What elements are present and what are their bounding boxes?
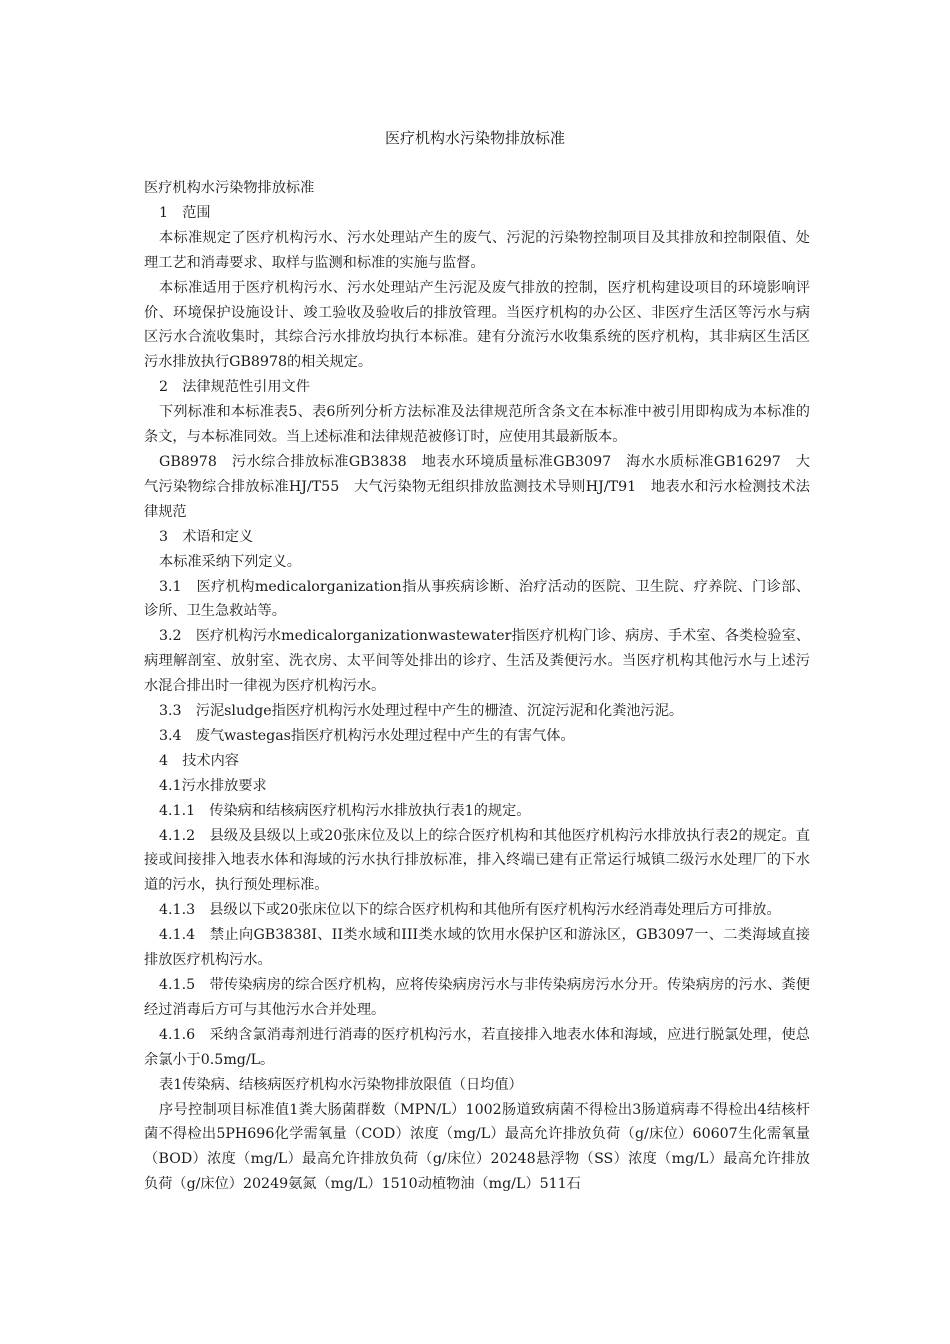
document-body: [144, 176, 810, 1197]
definition-3-3: 3.3 污泥sludge指医疗机构污水处理过程中产生的栅渣、沉淀污泥和化粪池污泥。: [159, 703, 684, 720]
paragraph: 本标准规定了医疗机构污水、污水处理站产生的废气、污泥的污染物控制项目及其排放和控制限值、处理工艺和消毒要求、取样与监测和标准的实施与监督。: [144, 229, 810, 271]
definition-3-1: 3.1 医疗机构medicalorganization指从事疾病诊断、治疗活动的医院、卫生院、疗养院、门诊部、诊所、卫生急救站等。: [144, 578, 810, 620]
clause-4-1-2: 4.1.2 县级及县级以上或20张床位及以上的综合医疗机构和其他医疗机构污水排放执行表2的规定。直接或间接排入地表水体和海域的污水执行排放标准，排入终端已建有正常运行城镇二级污水处理厂的下水道的污水，执行预处理标准。: [144, 827, 810, 894]
subsection-heading-4-1: 4.1污水排放要求: [159, 777, 267, 794]
clause-4-1-6: 4.1.6 采纳含氯消毒剂进行消毒的医疗机构污水，若直接排入地表水体和海域，应进行脱氯处理，使总余氯小于0.5mg/L。: [144, 1026, 810, 1068]
definition-3-4: 3.4 废气wastegas指医疗机构污水处理过程中产生的有害气体。: [159, 727, 575, 744]
table-caption: 表1传染病、结核病医疗机构水污染物排放限值（日均值）: [159, 1076, 523, 1093]
paragraph-heading: 医疗机构水污染物排放标准: [144, 180, 315, 196]
paragraph: 本标准适用于医疗机构污水、污水处理站产生污泥及废气排放的控制，医疗机构建设项目的环境影响评价、环境保护设施设计、竣工验收及验收后的排放管理。当医疗机构的办公区、非医疗生活区等污水与病区污水合流收集时，其综合污水排放均执行本标准。建有分流污水收集系统的医疗机构，其非病区生活区污水排放执行GB8978的相关规定。: [144, 279, 810, 371]
document-title: 医疗机构水污染物排放标准: [384, 129, 565, 147]
section-heading-references: 2 法律规范性引用文件: [159, 379, 310, 396]
definition-3-2: 3.2 医疗机构污水medicalorganizationwastewater指医疗机构门诊、病房、手术室、各类检验室、病理解剖室、放射室、洗衣房、太平间等处排出的诊疗、生活及粪便污水。当医疗机构其他污水与上述污水混合排出时一律视为医疗机构污水。: [144, 628, 810, 695]
table-content-text: 序号控制项目标准值1粪大肠菌群数（MPN/L）1002肠道致病菌不得检出3肠道病毒不得检出4结核杆菌不得检出5PH696化学需氧量（COD）浓度（mg/L）最高允许排放负荷（g/床位）60607生化需氧量（BOD）浓度（mg/L）最高允许排放负荷（g/床位）20248悬浮物（SS）浓度（mg/L）最高允许排放负荷（g/床位）20249氨氮（mg/L）1510动植物油（mg/L）511石: [144, 1101, 810, 1193]
clause-4-1-5: 4.1.5 带传染病房的综合医疗机构，应将传染病房污水与非传染病房污水分开。传染病房的污水、粪便经过消毒后方可与其他污水合并处理。: [144, 977, 810, 1018]
clause-4-1-3: 4.1.3 县级以下或20张床位以下的综合医疗机构和其他所有医疗机构污水经消毒处理后方可排放。: [159, 902, 781, 919]
paragraph-reference-list: GB8978 污水综合排放标准GB3838 地表水环境质量标准GB3097 海水水质标准GB16297 大气污染物综合排放标准HJ/T55 大气污染物无组织排放监测技术导则HJ/T91 地表水和污水检测技术法律规范: [144, 453, 810, 520]
section-heading-technical: 4 技术内容: [159, 752, 239, 769]
paragraph: 本标准采纳下列定义。: [159, 553, 301, 570]
section-heading-terms: 3 术语和定义: [159, 528, 254, 545]
clause-4-1-1: 4.1.1 传染病和结核病医疗机构污水排放执行表1的规定。: [159, 802, 531, 819]
paragraph: 下列标准和本标准表5、表6所列分析方法标准及法律规范所含条文在本标准中被引用即构成为本标准的条文，与本标准同效。当上述标准和法律规范被修订时，应使用其最新版本。: [144, 404, 810, 446]
section-heading-scope: 1 范围: [159, 204, 211, 221]
clause-4-1-4: 4.1.4 禁止向GB3838I、II类水域和III类水域的饮用水保护区和游泳区，GB3097一、二类海域直接排放医疗机构污水。: [144, 927, 810, 969]
